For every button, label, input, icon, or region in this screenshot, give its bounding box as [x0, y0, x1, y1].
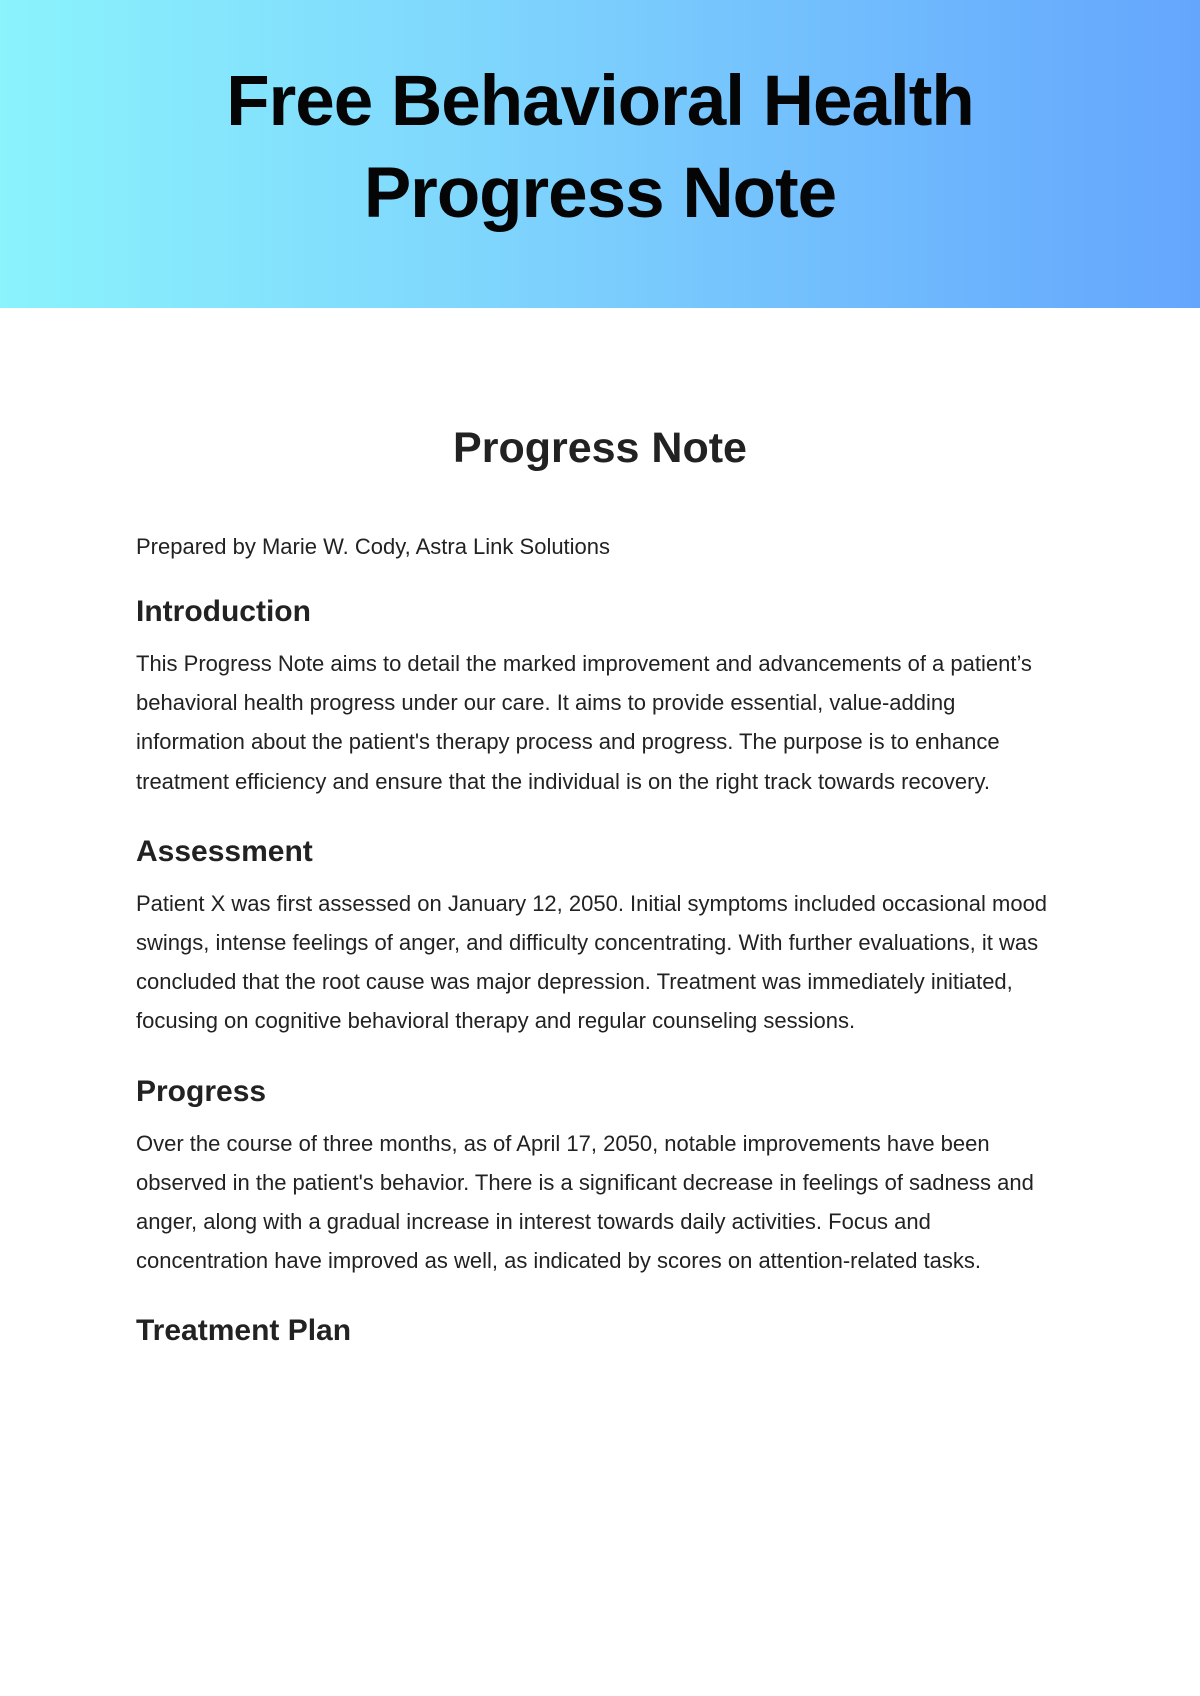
section-body: Over the course of three months, as of April 17, 2050, notable improvements have been observed in the patient's behavior. There is a significant decrease in feelings of sadness and anger, along with a gradual increase in interest towards daily activities. Focus and concentration have improved as well, as indicated by scores on attention-related tasks. [136, 1130, 1034, 1274]
prepared-by-line: Prepared by Marie W. Cody, Astra Link Solutions [136, 534, 611, 559]
section-heading: Assessment [136, 834, 313, 868]
banner-title: Free Behavioral Health Progress Note [226, 62, 974, 233]
section-heading: Progress [136, 1074, 267, 1108]
section-assessment [136, 832, 1064, 1041]
section-body: This Progress Note aims to detail the marked improvement and advancements of a patient’s behavioral health progress under our care. It aims to provide essential, value-adding information about the patient's therapy process and progress. The purpose is to enhance treatment efficiency and ensure that the individual is on the right track towards recovery. [136, 651, 1032, 794]
section-body: Patient X was first assessed on January 12, 2050. Initial symptoms included occasional mood swings, intense feelings of anger, and difficulty concentrating. With further evaluations, it was concluded that the root cause was major depression. Treatment was immediately initiated, focusing on cognitive behavioral therapy and regular counseling sessions. [136, 890, 1048, 1034]
section-heading: Introduction [136, 595, 311, 628]
section-introduction [136, 592, 1064, 801]
document-body [0, 308, 1200, 1351]
document-title: Progress Note [453, 424, 747, 472]
section-heading: Treatment Plan [136, 1314, 352, 1348]
section-treatment-plan [136, 1311, 1064, 1351]
header-banner [0, 0, 1200, 308]
section-progress [136, 1072, 1064, 1281]
